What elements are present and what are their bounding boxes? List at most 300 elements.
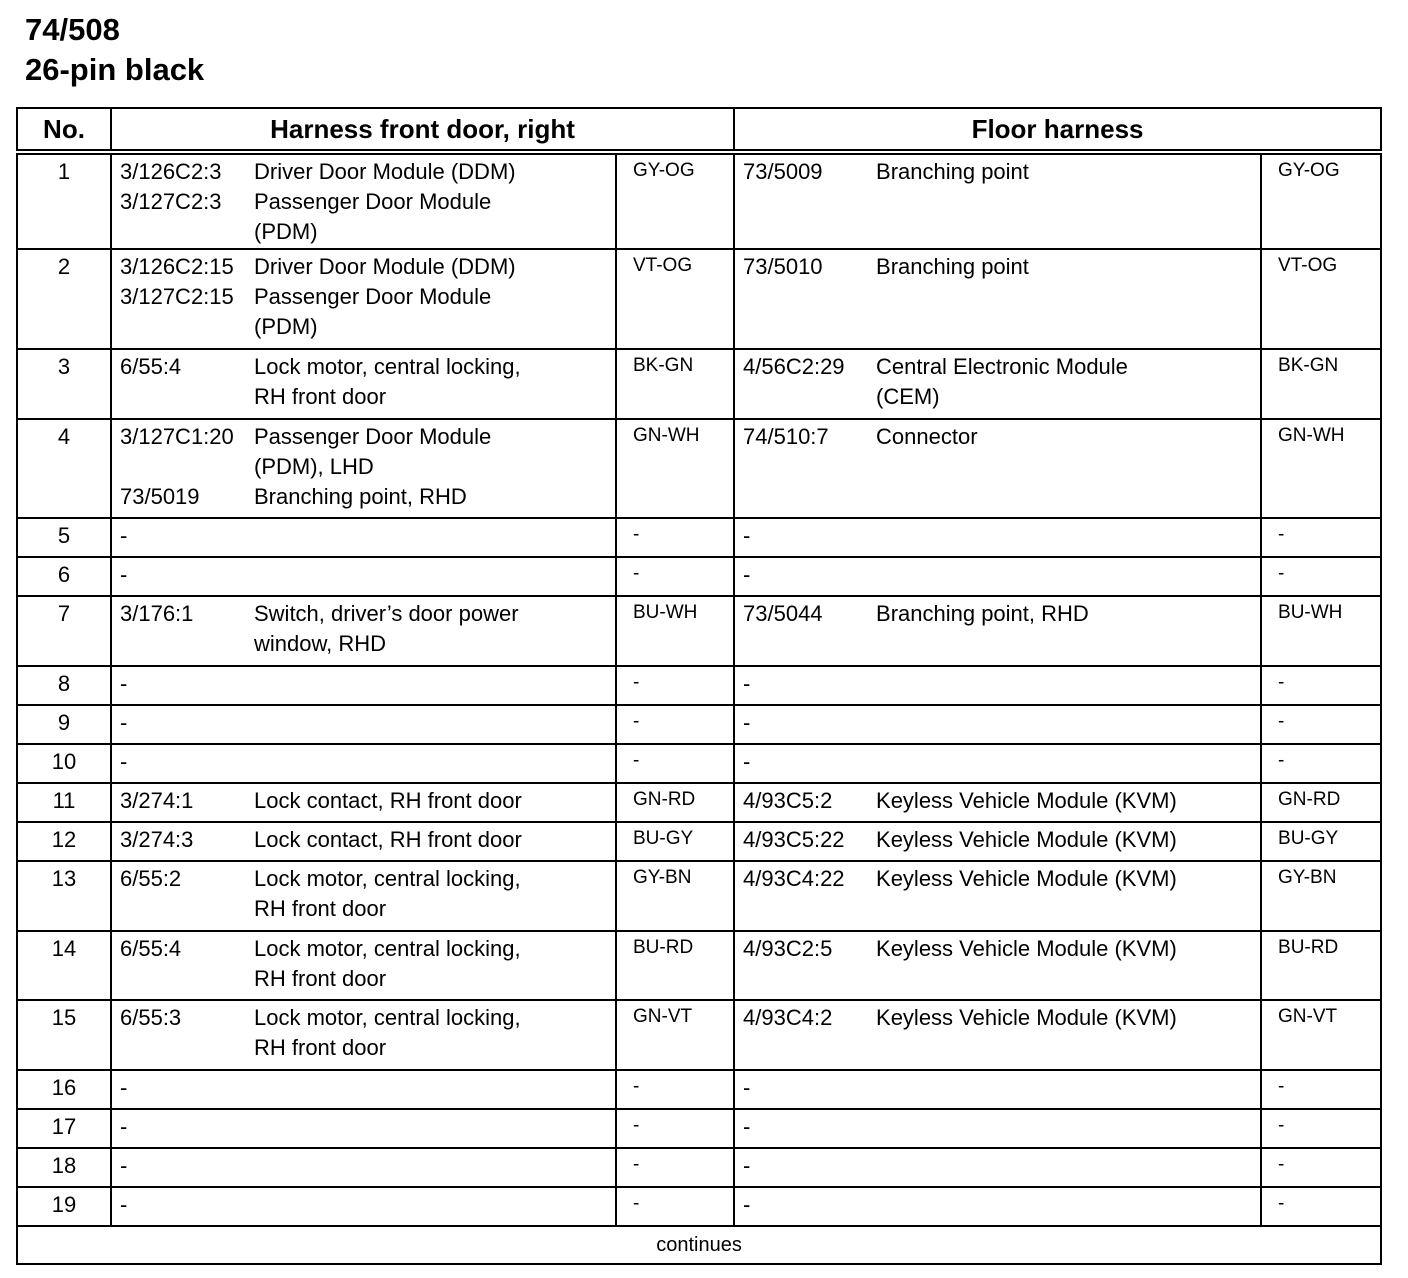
pin-number: 16 — [51, 1075, 77, 1100]
right-desc-cell — [876, 1000, 1261, 1070]
right-wire-color: - — [1278, 1115, 1285, 1136]
right-desc-cell — [876, 666, 1261, 705]
left-component-code: - — [120, 671, 128, 696]
right-component-description: Branching point, RHD — [876, 601, 1089, 626]
left-component-code-list — [120, 786, 254, 816]
table-row — [17, 349, 1381, 419]
right-component-description-list — [876, 786, 1260, 816]
left-component-description — [254, 708, 615, 738]
left-wire-color: - — [633, 563, 640, 584]
left-component-code: 3/274:3 — [120, 827, 194, 852]
left-desc-cell — [254, 931, 616, 1000]
pin-number: 18 — [51, 1153, 77, 1178]
right-component-code-list — [743, 1073, 876, 1103]
left-component-code-list — [120, 669, 254, 699]
left-component-description: Passenger Door Module — [254, 284, 492, 309]
table-row — [17, 822, 1381, 861]
right-desc-cell — [876, 1109, 1261, 1148]
left-desc-cell — [254, 349, 616, 419]
table-row — [17, 596, 1381, 666]
pin-number-cell — [17, 1000, 111, 1070]
right-component-description: Branching point — [876, 254, 1029, 279]
left-wire-cell — [616, 249, 734, 349]
left-wire-cell — [616, 557, 734, 596]
right-wire-color: BU-RD — [1278, 937, 1339, 958]
pin-number: 13 — [51, 866, 77, 891]
right-component-code: - — [743, 749, 751, 774]
right-wire-color: - — [1278, 1154, 1285, 1175]
pin-number: 7 — [57, 601, 71, 626]
right-component-description-list — [876, 1073, 1260, 1103]
right-wire-color: - — [1278, 1076, 1285, 1097]
left-code-cell — [111, 518, 254, 557]
connector-description: 26-pin black — [25, 52, 205, 87]
right-component-description-list — [876, 560, 1260, 590]
right-component-code: 73/5010 — [743, 254, 823, 279]
right-code-cell — [734, 152, 876, 249]
left-component-code: - — [120, 1114, 128, 1139]
right-wire-color: GN-RD — [1278, 789, 1341, 810]
right-component-description-list — [876, 1151, 1260, 1181]
table-row — [17, 861, 1381, 931]
right-component-code-list — [743, 934, 876, 964]
right-wire-color: - — [1278, 524, 1285, 545]
left-wire-color: GN-VT — [633, 1006, 693, 1027]
left-component-description: Switch, driver’s door power — [254, 601, 519, 626]
table-row — [17, 783, 1381, 822]
right-component-description — [876, 1190, 1260, 1220]
left-component-description — [254, 1112, 615, 1142]
left-component-code — [120, 894, 254, 924]
right-code-cell — [734, 249, 876, 349]
left-desc-cell — [254, 1000, 616, 1070]
pin-number: 4 — [57, 424, 71, 449]
right-component-code-list — [743, 352, 876, 412]
right-component-description: Keyless Vehicle Module (KVM) — [876, 827, 1177, 852]
left-component-description: (PDM), LHD — [254, 454, 374, 479]
left-component-description-list — [254, 864, 615, 924]
right-wire-cell — [1261, 596, 1381, 666]
left-component-description-list — [254, 669, 615, 699]
left-component-description — [254, 1151, 615, 1181]
pin-number: 19 — [51, 1192, 77, 1217]
left-code-cell — [111, 596, 254, 666]
right-code-cell — [734, 861, 876, 931]
table-row — [17, 1148, 1381, 1187]
right-component-description — [876, 747, 1260, 777]
left-component-code — [120, 629, 254, 659]
right-wire-cell — [1261, 152, 1381, 249]
left-desc-cell — [254, 822, 616, 861]
connector-id: 74/508 — [25, 12, 120, 47]
left-component-description: (PDM) — [254, 314, 318, 339]
left-component-description-list — [254, 252, 615, 342]
right-wire-cell — [1261, 783, 1381, 822]
right-wire-cell — [1261, 1000, 1381, 1070]
left-component-code: 6/55:3 — [120, 1005, 182, 1030]
table-row — [17, 419, 1381, 518]
right-wire-cell — [1261, 1148, 1381, 1187]
left-wire-cell — [616, 349, 734, 419]
left-component-code: 6/55:2 — [120, 866, 182, 891]
right-component-code-list — [743, 560, 876, 590]
table-body — [17, 152, 1381, 1226]
right-code-cell — [734, 1109, 876, 1148]
left-code-cell — [111, 557, 254, 596]
right-code-cell — [734, 557, 876, 596]
pin-number: 2 — [57, 254, 71, 279]
left-wire-cell — [616, 783, 734, 822]
right-code-cell — [734, 1070, 876, 1109]
right-component-description — [876, 1073, 1260, 1103]
left-desc-cell — [254, 1109, 616, 1148]
left-component-code-list — [120, 252, 254, 342]
left-component-description-list — [254, 786, 615, 816]
right-component-description-list — [876, 157, 1260, 187]
right-desc-cell — [876, 705, 1261, 744]
left-wire-color: VT-OG — [633, 255, 693, 276]
right-component-description: Keyless Vehicle Module (KVM) — [876, 936, 1177, 961]
left-component-code-list — [120, 1151, 254, 1181]
left-wire-color: - — [633, 1115, 640, 1136]
pin-number-cell — [17, 249, 111, 349]
right-component-code: 4/56C2:29 — [743, 354, 845, 379]
left-wire-cell — [616, 152, 734, 249]
right-code-cell — [734, 705, 876, 744]
left-wire-cell — [616, 1070, 734, 1109]
continues-label: continues — [17, 1226, 1381, 1264]
left-component-description: Lock motor, central locking, — [254, 936, 521, 961]
left-component-description-list — [254, 747, 615, 777]
right-desc-cell — [876, 744, 1261, 783]
left-wire-color: - — [633, 750, 640, 771]
right-component-code-list — [743, 1112, 876, 1142]
pin-number: 5 — [57, 523, 71, 548]
right-component-description — [876, 1112, 1260, 1142]
right-component-code-list — [743, 864, 876, 894]
left-component-description: RH front door — [254, 384, 387, 409]
left-wire-cell — [616, 518, 734, 557]
page-header — [25, 10, 204, 90]
pin-number-cell — [17, 152, 111, 249]
left-wire-cell — [616, 419, 734, 518]
right-component-code-list — [743, 825, 876, 855]
table-footer-row — [17, 1226, 1381, 1264]
left-desc-cell — [254, 518, 616, 557]
left-code-cell — [111, 419, 254, 518]
left-desc-cell — [254, 596, 616, 666]
right-wire-color: BU-GY — [1278, 828, 1339, 849]
right-component-description: Keyless Vehicle Module (KVM) — [876, 1005, 1177, 1030]
right-desc-cell — [876, 557, 1261, 596]
pin-number-cell — [17, 1109, 111, 1148]
left-component-code: 3/127C1:20 — [120, 424, 234, 449]
table-row — [17, 1187, 1381, 1226]
pin-number-cell — [17, 1148, 111, 1187]
left-wire-cell — [616, 705, 734, 744]
left-component-code-list — [120, 521, 254, 551]
left-code-cell — [111, 783, 254, 822]
right-component-description: (CEM) — [876, 384, 940, 409]
right-component-description-list — [876, 352, 1260, 412]
table-row — [17, 744, 1381, 783]
right-component-description-list — [876, 599, 1260, 629]
right-component-code: - — [743, 1153, 751, 1178]
left-component-code — [120, 1033, 254, 1063]
right-component-code: - — [743, 1114, 751, 1139]
left-component-description: Passenger Door Module — [254, 189, 492, 214]
right-component-description: Central Electronic Module — [876, 354, 1128, 379]
left-wire-color: - — [633, 1193, 640, 1214]
pin-number: 3 — [57, 354, 71, 379]
pin-number-cell — [17, 557, 111, 596]
left-desc-cell — [254, 744, 616, 783]
left-code-cell — [111, 1148, 254, 1187]
right-wire-color: GY-BN — [1278, 867, 1337, 888]
table-row — [17, 1070, 1381, 1109]
left-component-description: window, RHD — [254, 631, 387, 656]
right-component-description-list — [876, 521, 1260, 551]
right-component-code: 4/93C4:22 — [743, 866, 845, 891]
right-component-code: 73/5009 — [743, 159, 823, 184]
right-component-code-list — [743, 521, 876, 551]
right-wire-cell — [1261, 705, 1381, 744]
right-component-code-list — [743, 157, 876, 187]
right-component-description — [876, 560, 1260, 590]
right-desc-cell — [876, 822, 1261, 861]
right-code-cell — [734, 783, 876, 822]
left-component-description-list — [254, 1073, 615, 1103]
pin-number: 9 — [57, 710, 71, 735]
right-component-code: - — [743, 523, 751, 548]
right-desc-cell — [876, 1148, 1261, 1187]
right-component-code: 4/93C5:22 — [743, 827, 845, 852]
pin-number: 11 — [52, 788, 76, 813]
left-component-code-list — [120, 352, 254, 412]
left-component-description-list — [254, 352, 615, 412]
left-component-code: - — [120, 1153, 128, 1178]
right-desc-cell — [876, 1070, 1261, 1109]
right-code-cell — [734, 518, 876, 557]
left-component-code: - — [120, 562, 128, 587]
left-wire-color: GY-OG — [633, 160, 695, 181]
left-wire-cell — [616, 1000, 734, 1070]
pin-number: 14 — [51, 936, 77, 961]
left-component-code: - — [120, 1192, 128, 1217]
pin-number-cell — [17, 596, 111, 666]
right-desc-cell — [876, 931, 1261, 1000]
right-desc-cell — [876, 249, 1261, 349]
table-row — [17, 557, 1381, 596]
left-component-code: 6/55:4 — [120, 936, 182, 961]
left-wire-cell — [616, 1109, 734, 1148]
pin-number-cell — [17, 822, 111, 861]
left-component-code: 3/127C2:3 — [120, 189, 222, 214]
left-component-description: RH front door — [254, 1035, 387, 1060]
right-code-cell — [734, 744, 876, 783]
left-code-cell — [111, 1000, 254, 1070]
table-row — [17, 518, 1381, 557]
right-component-code-list — [743, 747, 876, 777]
left-component-code-list — [120, 825, 254, 855]
left-code-cell — [111, 1109, 254, 1148]
pin-number: 15 — [51, 1005, 77, 1030]
left-component-code — [120, 217, 254, 247]
left-desc-cell — [254, 705, 616, 744]
left-component-code-list — [120, 1112, 254, 1142]
left-component-code-list — [120, 864, 254, 924]
left-code-cell — [111, 1187, 254, 1226]
table-header-row — [17, 108, 1381, 152]
right-wire-cell — [1261, 419, 1381, 518]
left-wire-color: BK-GN — [633, 355, 694, 376]
left-component-description: Lock motor, central locking, — [254, 354, 521, 379]
left-code-cell — [111, 152, 254, 249]
right-component-description-list — [876, 422, 1260, 452]
column-header-left-harness: Harness front door, right — [111, 108, 734, 152]
left-wire-color: GN-WH — [633, 425, 700, 446]
left-wire-color: - — [633, 711, 640, 732]
left-component-description-list — [254, 934, 615, 994]
left-desc-cell — [254, 1187, 616, 1226]
left-code-cell — [111, 1070, 254, 1109]
right-wire-color: - — [1278, 711, 1285, 732]
left-component-description-list — [254, 521, 615, 551]
right-component-code: - — [743, 1075, 751, 1100]
pin-number-cell — [17, 783, 111, 822]
left-component-description-list — [254, 1003, 615, 1063]
pin-number-cell — [17, 861, 111, 931]
left-component-description: (PDM) — [254, 219, 318, 244]
right-wire-cell — [1261, 349, 1381, 419]
left-code-cell — [111, 349, 254, 419]
right-component-description-list — [876, 1112, 1260, 1142]
left-component-description — [254, 1190, 615, 1220]
left-wire-color: - — [633, 1076, 640, 1097]
left-component-code-list — [120, 1003, 254, 1063]
right-desc-cell — [876, 349, 1261, 419]
right-wire-cell — [1261, 744, 1381, 783]
left-code-cell — [111, 861, 254, 931]
left-component-code — [120, 382, 254, 412]
right-component-description: Branching point — [876, 159, 1029, 184]
left-component-description: Lock motor, central locking, — [254, 866, 521, 891]
right-component-description-list — [876, 747, 1260, 777]
right-component-description-list — [876, 1190, 1260, 1220]
right-component-code: - — [743, 671, 751, 696]
left-component-description: Lock contact, RH front door — [254, 788, 522, 813]
left-component-description: RH front door — [254, 966, 387, 991]
right-desc-cell — [876, 861, 1261, 931]
table-row — [17, 152, 1381, 249]
right-component-description — [876, 708, 1260, 738]
right-component-code-list — [743, 1003, 876, 1033]
left-wire-cell — [616, 1148, 734, 1187]
right-component-code-list — [743, 708, 876, 738]
right-component-description-list — [876, 934, 1260, 964]
pin-number-cell — [17, 705, 111, 744]
left-code-cell — [111, 705, 254, 744]
pin-number: 6 — [57, 562, 71, 587]
right-desc-cell — [876, 596, 1261, 666]
pin-number: 8 — [57, 671, 71, 696]
right-desc-cell — [876, 518, 1261, 557]
left-code-cell — [111, 249, 254, 349]
pin-number: 17 — [51, 1114, 77, 1139]
right-wire-color: GN-WH — [1278, 425, 1345, 446]
right-code-cell — [734, 931, 876, 1000]
left-wire-cell — [616, 596, 734, 666]
left-component-code: 6/55:4 — [120, 354, 182, 379]
left-component-description — [254, 1073, 615, 1103]
left-component-code-list — [120, 1073, 254, 1103]
left-wire-cell — [616, 1187, 734, 1226]
left-component-description: Driver Door Module (DDM) — [254, 254, 516, 279]
right-component-code-list — [743, 252, 876, 282]
right-component-description — [876, 1151, 1260, 1181]
right-wire-color: - — [1278, 750, 1285, 771]
left-component-code-list — [120, 157, 254, 247]
right-component-code-list — [743, 1151, 876, 1181]
right-component-code: 4/93C5:2 — [743, 788, 833, 813]
pin-number: 1 — [57, 159, 71, 184]
right-component-description-list — [876, 669, 1260, 699]
left-desc-cell — [254, 557, 616, 596]
right-component-description — [876, 521, 1260, 551]
right-component-description-list — [876, 825, 1260, 855]
pin-number-cell — [17, 1070, 111, 1109]
left-code-cell — [111, 822, 254, 861]
right-component-code-list — [743, 786, 876, 816]
left-component-code-list — [120, 747, 254, 777]
right-code-cell — [734, 1000, 876, 1070]
right-wire-color: GY-OG — [1278, 160, 1340, 181]
left-component-code: - — [120, 523, 128, 548]
table-row — [17, 666, 1381, 705]
left-wire-color: BU-GY — [633, 828, 694, 849]
left-wire-cell — [616, 931, 734, 1000]
left-wire-color: GY-BN — [633, 867, 692, 888]
left-component-description-list — [254, 1151, 615, 1181]
left-component-code-list — [120, 708, 254, 738]
left-component-code: 73/5019 — [120, 484, 200, 509]
left-desc-cell — [254, 783, 616, 822]
right-wire-cell — [1261, 822, 1381, 861]
right-wire-color: VT-OG — [1278, 255, 1338, 276]
right-component-description-list — [876, 252, 1260, 282]
right-wire-cell — [1261, 861, 1381, 931]
right-component-description: Connector — [876, 424, 978, 449]
left-wire-color: GN-RD — [633, 789, 696, 810]
right-component-code: - — [743, 562, 751, 587]
right-component-code-list — [743, 599, 876, 629]
pin-number: 12 — [51, 827, 77, 852]
left-component-description: RH front door — [254, 896, 387, 921]
right-component-description-list — [876, 864, 1260, 894]
left-component-description: Branching point, RHD — [254, 484, 467, 509]
left-component-code: 3/126C2:3 — [120, 159, 222, 184]
table-row — [17, 705, 1381, 744]
right-wire-color: - — [1278, 563, 1285, 584]
right-component-code: - — [743, 710, 751, 735]
left-desc-cell — [254, 249, 616, 349]
left-component-code-list — [120, 599, 254, 659]
right-wire-cell — [1261, 931, 1381, 1000]
left-component-description: Passenger Door Module — [254, 424, 492, 449]
column-header-right-harness: Floor harness — [734, 108, 1381, 152]
right-desc-cell — [876, 1187, 1261, 1226]
left-wire-color: - — [633, 524, 640, 545]
